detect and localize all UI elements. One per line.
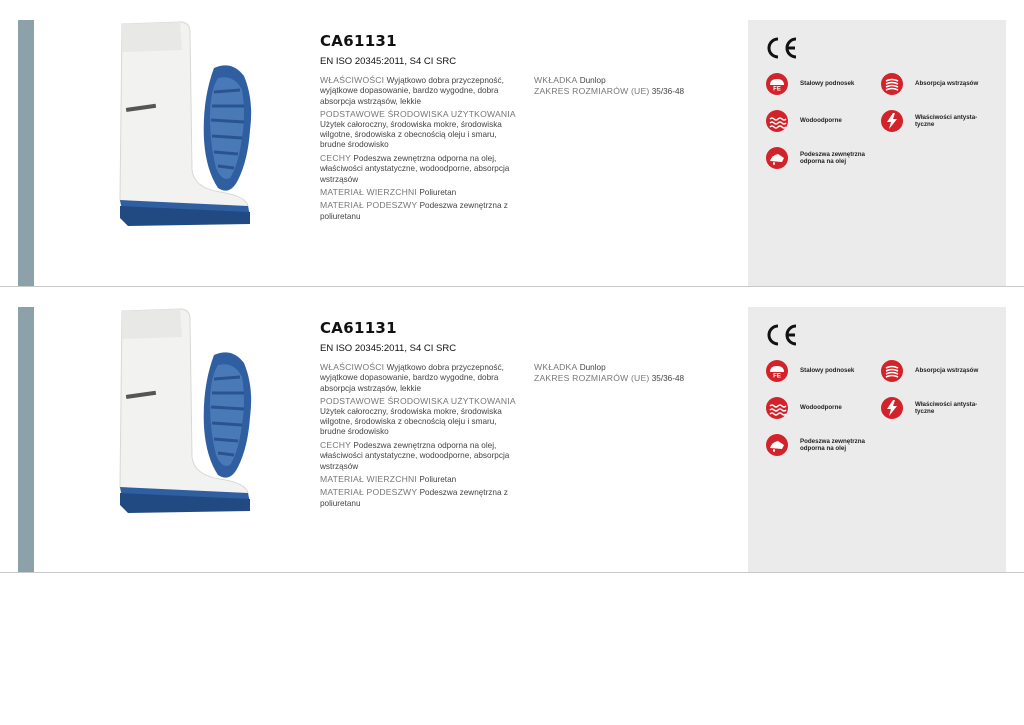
insole-label: WKŁADKA [534,362,578,372]
steel-toecap-icon [766,360,788,382]
antistatic-icon [881,110,903,132]
size-text: 35/36-48 [651,374,685,384]
insole-block [534,75,724,86]
size-block [534,373,724,384]
upper-material-text: Poliuretan [419,475,457,485]
properties-text: Wyjątkowo dobra przyczepność, wyjątkowe dopasowanie, bardzo wygodne, dobra absorpcja wstrząsów, lekkie [320,363,504,393]
size-label: ZAKRES ROZMIARÓW (UE) [534,86,650,97]
svg-text:CE: CE [764,36,766,37]
side-stripe [18,20,34,286]
upper-material-label: MATERIAŁ WIERZCHNI [320,474,418,485]
oil-resistant-sole-icon [766,147,788,169]
product-specs [534,362,724,385]
boot-image [110,307,260,517]
features-text: Podeszwa zewnętrzna odporna na olej, właściwości antystatyczne, wodoodporne, absorpcja wstrząsów [320,440,510,471]
feature-label: Właściwości antysta- tyczne [915,113,978,128]
features-panel [748,20,1006,286]
features-block [320,153,520,185]
product-description [320,362,520,511]
upper-material-text: Poliuretan [419,188,457,198]
feature-oil-resistant [766,434,872,456]
upper-material-block [320,474,520,485]
shock-absorption-icon [881,73,903,95]
environment-label: PODSTAWOWE ŚRODOWISKA UŻYTKOWANIA [320,396,516,407]
feature-label: Absorpcja wstrząsów [915,80,979,88]
feature-label: Absorpcja wstrząsów [915,367,979,375]
product-card [0,20,1024,286]
product-standard: EN ISO 20345:2011, S4 CI SRC [320,343,457,354]
sole-material-text: Podeszwa zewnętrzna z poliuretanu [320,488,508,508]
side-stripe [18,307,34,573]
sole-material-block [320,200,520,222]
features-label: CECHY [320,439,352,450]
shock-absorption-icon [881,360,903,382]
section-divider [0,286,1024,287]
feature-waterproof [766,110,872,132]
properties-label: WŁAŚCIWOŚCI [320,75,385,85]
insole-text: Dunlop [579,76,606,85]
features-text: Podeszwa zewnętrzna odporna na olej, właściwości antystatyczne, wodoodporne, absorpcja wstrząsów [320,153,510,184]
size-block [534,86,724,97]
properties-block [320,362,520,394]
properties-block [320,75,520,107]
product-standard: EN ISO 20345:2011, S4 CI SRC [320,56,457,67]
feature-label: Podeszwa zewnętrzna odporna na olej [800,437,865,452]
environment-block [320,109,520,151]
feature-label: Wodoodporne [800,404,842,412]
svg-text:FE: FE [773,373,781,380]
section-divider [0,572,1024,573]
steel-toecap-icon [766,73,788,95]
waterproof-icon [766,110,788,132]
product-description [320,75,520,224]
feature-label: Właściwości antysta- tyczne [915,400,978,415]
environment-label: PODSTAWOWE ŚRODOWISKA UŻYTKOWANIA [320,109,516,120]
feature-oil-resistant [766,147,872,169]
svg-text:FE: FE [773,86,781,93]
environment-block [320,396,520,438]
features-block [320,440,520,472]
oil-resistant-sole-icon [766,434,788,456]
features-label: CECHY [320,152,352,163]
product-code: CA61131 [320,32,397,50]
sole-material-text: Podeszwa zewnętrzna z poliuretanu [320,201,508,221]
ce-mark-icon [764,323,800,347]
boot-image [110,20,260,230]
feature-antistatic [881,397,987,419]
svg-text:CE: CE [764,323,766,324]
properties-text: Wyjątkowo dobra przyczepność, wyjątkowe dopasowanie, bardzo wygodne, dobra absorpcja wstrząsów, lekkie [320,76,504,106]
insole-block [534,362,724,373]
sole-material-label: MATERIAŁ PODESZWY [320,487,418,498]
size-label: ZAKRES ROZMIARÓW (UE) [534,373,650,384]
product-card [0,307,1024,573]
ce-mark-icon [764,36,800,60]
feature-shock-absorption [881,73,987,95]
insole-text: Dunlop [579,363,606,372]
size-text: 35/36-48 [651,87,685,97]
sole-material-label: MATERIAŁ PODESZWY [320,200,418,211]
feature-steel-toecap [766,73,872,95]
feature-label: Wodoodporne [800,117,842,125]
properties-label: WŁAŚCIWOŚCI [320,362,385,372]
feature-steel-toecap [766,360,872,382]
feature-label: Stalowy podnosek [800,80,855,88]
feature-label: Podeszwa zewnętrzna odporna na olej [800,150,865,165]
features-panel [748,307,1006,573]
feature-antistatic [881,110,987,132]
feature-label: Stalowy podnosek [800,367,855,375]
product-code: CA61131 [320,319,397,337]
antistatic-icon [881,397,903,419]
sole-material-block [320,487,520,509]
feature-waterproof [766,397,872,419]
feature-shock-absorption [881,360,987,382]
product-specs [534,75,724,98]
waterproof-icon [766,397,788,419]
upper-material-label: MATERIAŁ WIERZCHNI [320,187,418,198]
upper-material-block [320,187,520,198]
insole-label: WKŁADKA [534,75,578,85]
environment-text: Użytek całoroczny, środowiska mokre, środowiska wilgotne, środowiska z obecnością oleju i smaru, brudne środowisko [320,406,502,437]
environment-text: Użytek całoroczny, środowiska mokre, środowiska wilgotne, środowiska z obecnością oleju i smaru, brudne środowisko [320,119,502,150]
